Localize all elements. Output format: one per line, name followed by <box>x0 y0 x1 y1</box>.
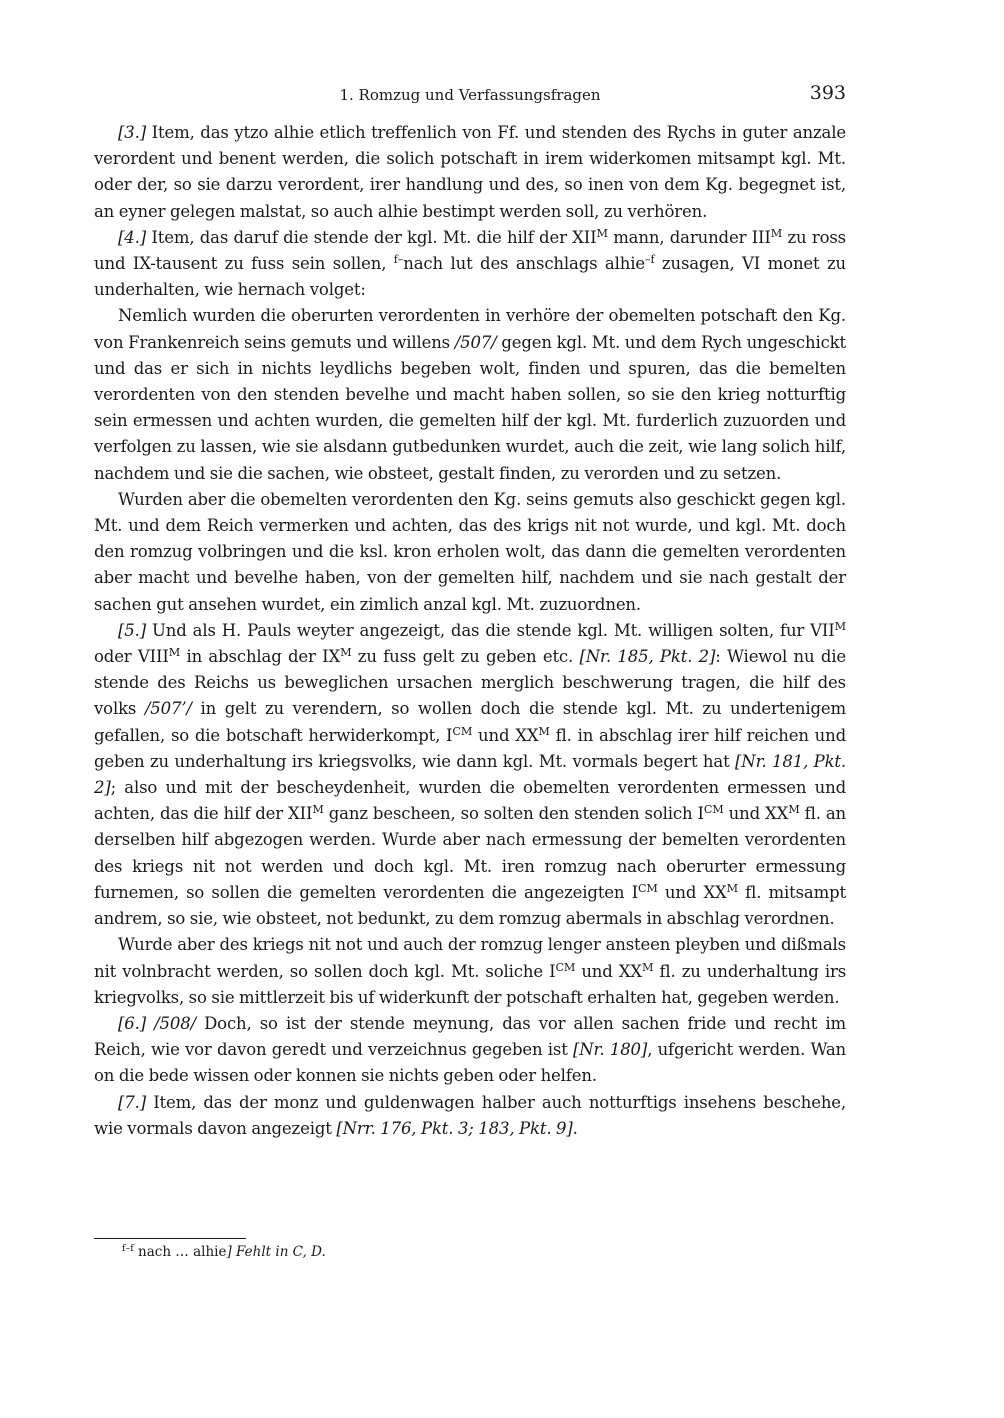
folio-marker: /507’/ <box>144 699 192 719</box>
paragraph-4b: Wurden aber die obemelten verordenten den Kg. seins gemuts also geschickt gegen kgl. Mt. und dem Reich vermerken und achten, das des krigs nit not wurde, und kgl. Mt. doch den romzug volbringen und die ksl. kron erholen wolt, das dann die gemelten verordenten aber macht und bevelhe haben, von der gemelten hilf, nachdem und sie nach gestalt der sachen gut ansehen wurdet, ein zimlich anzal kgl. Mt. zuzuordnen. <box>94 489 846 614</box>
item-label: [3.] <box>118 123 147 142</box>
paragraph-7: [7.] Item, das der monz und guldenwagen halber auch notturftigs insehens beschehe, wie vormals davon angezeigt [Nrr. 176, Pkt. 3; 183, Pkt. 9]. <box>94 1092 846 1138</box>
item-label: [7.] <box>118 1092 147 1112</box>
footnote-ref: f– <box>393 252 404 266</box>
paragraph-4a: Nemlich wurden die oberurten verordenten in verhöre der obemelten potschaft den Kg. von Frankenreich seins gemuts und willens /507/ gegen kgl. Mt. und dem Rych ungeschickt und das er sich in nichts leydlichs begeben wolt, finden und spuren, das die bemelten verordenten von den stenden bevelhe und macht haben sollen, so sie den krieg notturftig sein ermessen und achten wurden, die gemelten hilf der kgl. Mt. furderlich zuzuorden und verfolgen zu lassen, wie sie alsdann gutbedunken wurdet, auch die zeit, wie lang solich hilf, nachdem und sie die sachen, wie obsteet, gestalt finden, zu verorden und zu setzen. <box>94 306 846 483</box>
cross-reference: [Nr. 180] <box>572 1040 648 1060</box>
page-number: 393 <box>809 82 846 104</box>
item-label: [4.] <box>118 227 147 247</box>
running-head: 1. Romzug und Verfassungsfragen <box>339 86 601 104</box>
document-page <box>94 0 846 1418</box>
footnote: $^{f-f}$ nach … alhie] Fehlt in C, D. <box>122 1242 326 1260</box>
item-label: [5.] <box>118 620 147 640</box>
footnote-note: ] Fehlt in C, D. <box>226 1244 326 1260</box>
footnote-ref: –f <box>644 252 655 266</box>
cross-reference: [Nr. 185, Pkt. 2] <box>579 647 716 667</box>
body-text <box>94 120 846 1142</box>
footnote-divider <box>94 1238 246 1239</box>
folio-marker: /508/ <box>146 1013 196 1033</box>
paragraph-3: [3.] Item, das ytzo alhie etlich treffenlich von Ff. und stenden des Rychs in guter anzale verordent und benent werden, die solich potschaft in irem widerkomen mitsampt kgl. Mt. oder der, so sie darzu verordent, irer handlung und des, so inen von dem Kg. begegnet ist, an eyner gelegen malstat, so auch alhie bestimpt werden soll, zu verhören. <box>94 123 846 221</box>
cross-reference: [Nrr. 176, Pkt. 3; 183, Pkt. 9] <box>336 1118 573 1138</box>
footnote-marker: f–f <box>122 1242 134 1254</box>
paragraph-6: [6.] /508/ Doch, so ist der stende meynung, das vor allen sachen fride und recht im Reich, wie vor davon geredt und verzeichnus gegeben ist [Nr. 180], ufgericht werden. Wan on die bede wissen oder konnen sie nichts geben oder helfen. <box>94 1013 846 1086</box>
paragraph-4: [4.] Item, das daruf die stende der kgl. Mt. die hilf der $XII^M$ mann, darunder $III^M$ zu ross und IX-tausent zu fuss sein sollen, $^{f-}$nach lut des anschlags alhie$^{-f}$ zusagen, VI monet zu underhalten, wie hernach volget: <box>94 226 847 300</box>
item-label: [6.] <box>118 1013 147 1033</box>
paragraph-5a: Wurde aber des kriegs nit not und auch der romzug lenger ansteen pleyben und dißmals nit volnbracht werden, so sollen doch kgl. Mt. soliche $I^{CM}$ und $XX^M$ fl. zu underhaltung irs kriegvolks, so sie mittlerzeit bis uf widerkunft der potschaft erhalten hat, gegeben werden. <box>94 935 847 1007</box>
page-header <box>94 82 846 108</box>
paragraph-5: [5.] Und als H. Pauls weyter angezeigt, das die stende kgl. Mt. willigen solten, fur $VII^M$ oder $VIII^M$ in abschlag der $IX^M$ zu fuss gelt zu geben etc. [Nr. 185, Pkt. 2]: Wiewol nu die stende des Reichs us beweglichen ursachen merglich beschwerung tragen, die hilf des volks /507’/ in gelt zu verendern, so wollen doch die stende kgl. Mt. zu undertenigem gefallen, so die botschaft herwiderkompt, $I^{CM}$ und $XX^M$ fl. in abschlag irer hilf reichen und geben zu underhaltung irs kriegsvolks, wie dann kgl. Mt. vormals begert hat [Nr. 181, Pkt. 2]; also und mit der bescheydenheit, wurden die obemelten verordenten ermessen und achten, das die hilf der $XII^M$ ganz bescheen, so solten den stenden solich $I^{CM}$ und $XX^M$ fl. an derselben hilf abgezogen werden. Wurde aber nach ermessung der bemelten verordenten des kriegs nit not werden und doch kgl. Mt. iren romzug nach oberurter ermessung furnemen, so sollen die gemelten verordenten die angezeigten $I^{CM}$ und $XX^M$ fl. mitsampt andrem, so sie, wie obsteet, not bedunkt, zu dem romzug abermals in abschlag verordnen. <box>94 619 847 929</box>
cross-reference: [Nr. 181, Pkt. 2] <box>94 751 846 798</box>
folio-marker: /507/ <box>454 332 497 352</box>
